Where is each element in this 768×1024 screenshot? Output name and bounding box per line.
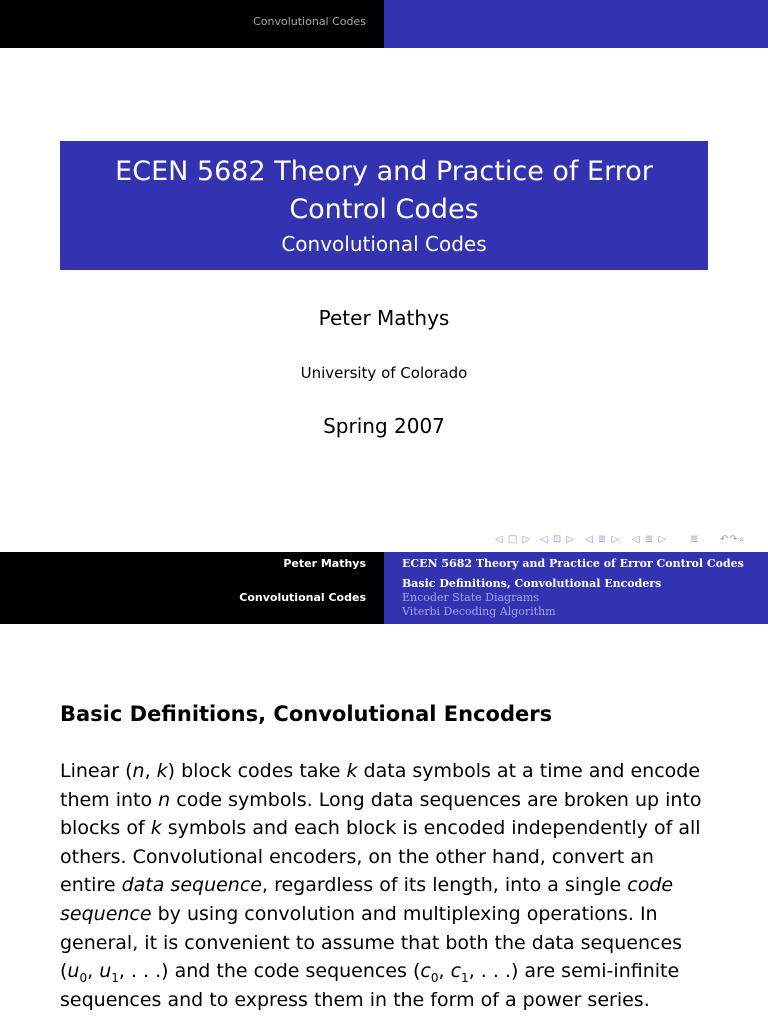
footline-bar [0,552,768,624]
presentation-subtitle: Convolutional Codes [281,232,487,256]
paragraph-line: others. Convolutional encoders, on the other hand, convert an [60,845,654,868]
paragraph-line: them into n code symbols. Long data sequences are broken up into [60,788,702,811]
paragraph-line: general, it is convenient to assume that both the data sequences [60,931,683,954]
frame-title: Basic Definitions, Convolutional Encoders [60,702,553,726]
presentation-title: ECEN 5682 Theory and Practice of Error Control Codes [115,156,653,225]
section-link-viterbi-decoding[interactable]: Viterbi Decoding Algorithm [402,605,556,618]
author-name: Peter Mathys [318,306,450,330]
section-link-encoder-state-diagrams[interactable]: Encoder State Diagrams [402,591,539,604]
body-paragraph [60,757,710,1014]
section-link-basic-definitions[interactable]: Basic Definitions, Convolutional Encoders [402,577,662,590]
headline-left-panel [0,0,384,48]
paragraph-line: Linear (n, k) block codes take k data symbols at a time and encode [60,760,701,782]
nav-section-icon[interactable]: ◁ ≣ ▷ [585,534,621,545]
paragraph-line: sequences and to express them in the form of a power series. [60,988,650,1011]
presentation-date: Spring 2007 [323,414,445,438]
paragraph-line: blocks of k symbols and each block is encoded independently of all [60,817,701,840]
headline-right-panel [384,0,768,48]
paragraph-line: ($u_0$, $u_1$, . . .) and the code sequences ($c_0$, $c_1$, . . .) are semi-infinite [60,960,680,985]
footline-short-title: Convolutional Codes [239,591,366,604]
nav-subsection-icon[interactable]: ◁ ⊡ ▷ [540,534,576,545]
institute-name: University of Colorado [300,364,468,382]
nav-document-icon[interactable]: ◁ ≣ ▷ [632,534,668,545]
footline-title: ECEN 5682 Theory and Practice of Error Control Codes [402,557,744,570]
nav-appendix-icon[interactable]: ≣ [690,534,700,545]
headline-short-title: Convolutional Codes [253,15,366,28]
paragraph-line: entire data sequence, regardless of its length, into a single code [60,874,674,897]
title-block [60,141,708,270]
nav-frame-icon[interactable]: ◁ □ ▷ [495,534,532,545]
nav-search-icon[interactable]: ↶↷⌕ [720,534,746,545]
navigation-symbols [0,534,768,550]
slide1-headline-bar [0,0,768,48]
paragraph-line: sequence by using convolution and multiplexing operations. In [60,902,658,925]
footline-author: Peter Mathys [283,557,366,570]
